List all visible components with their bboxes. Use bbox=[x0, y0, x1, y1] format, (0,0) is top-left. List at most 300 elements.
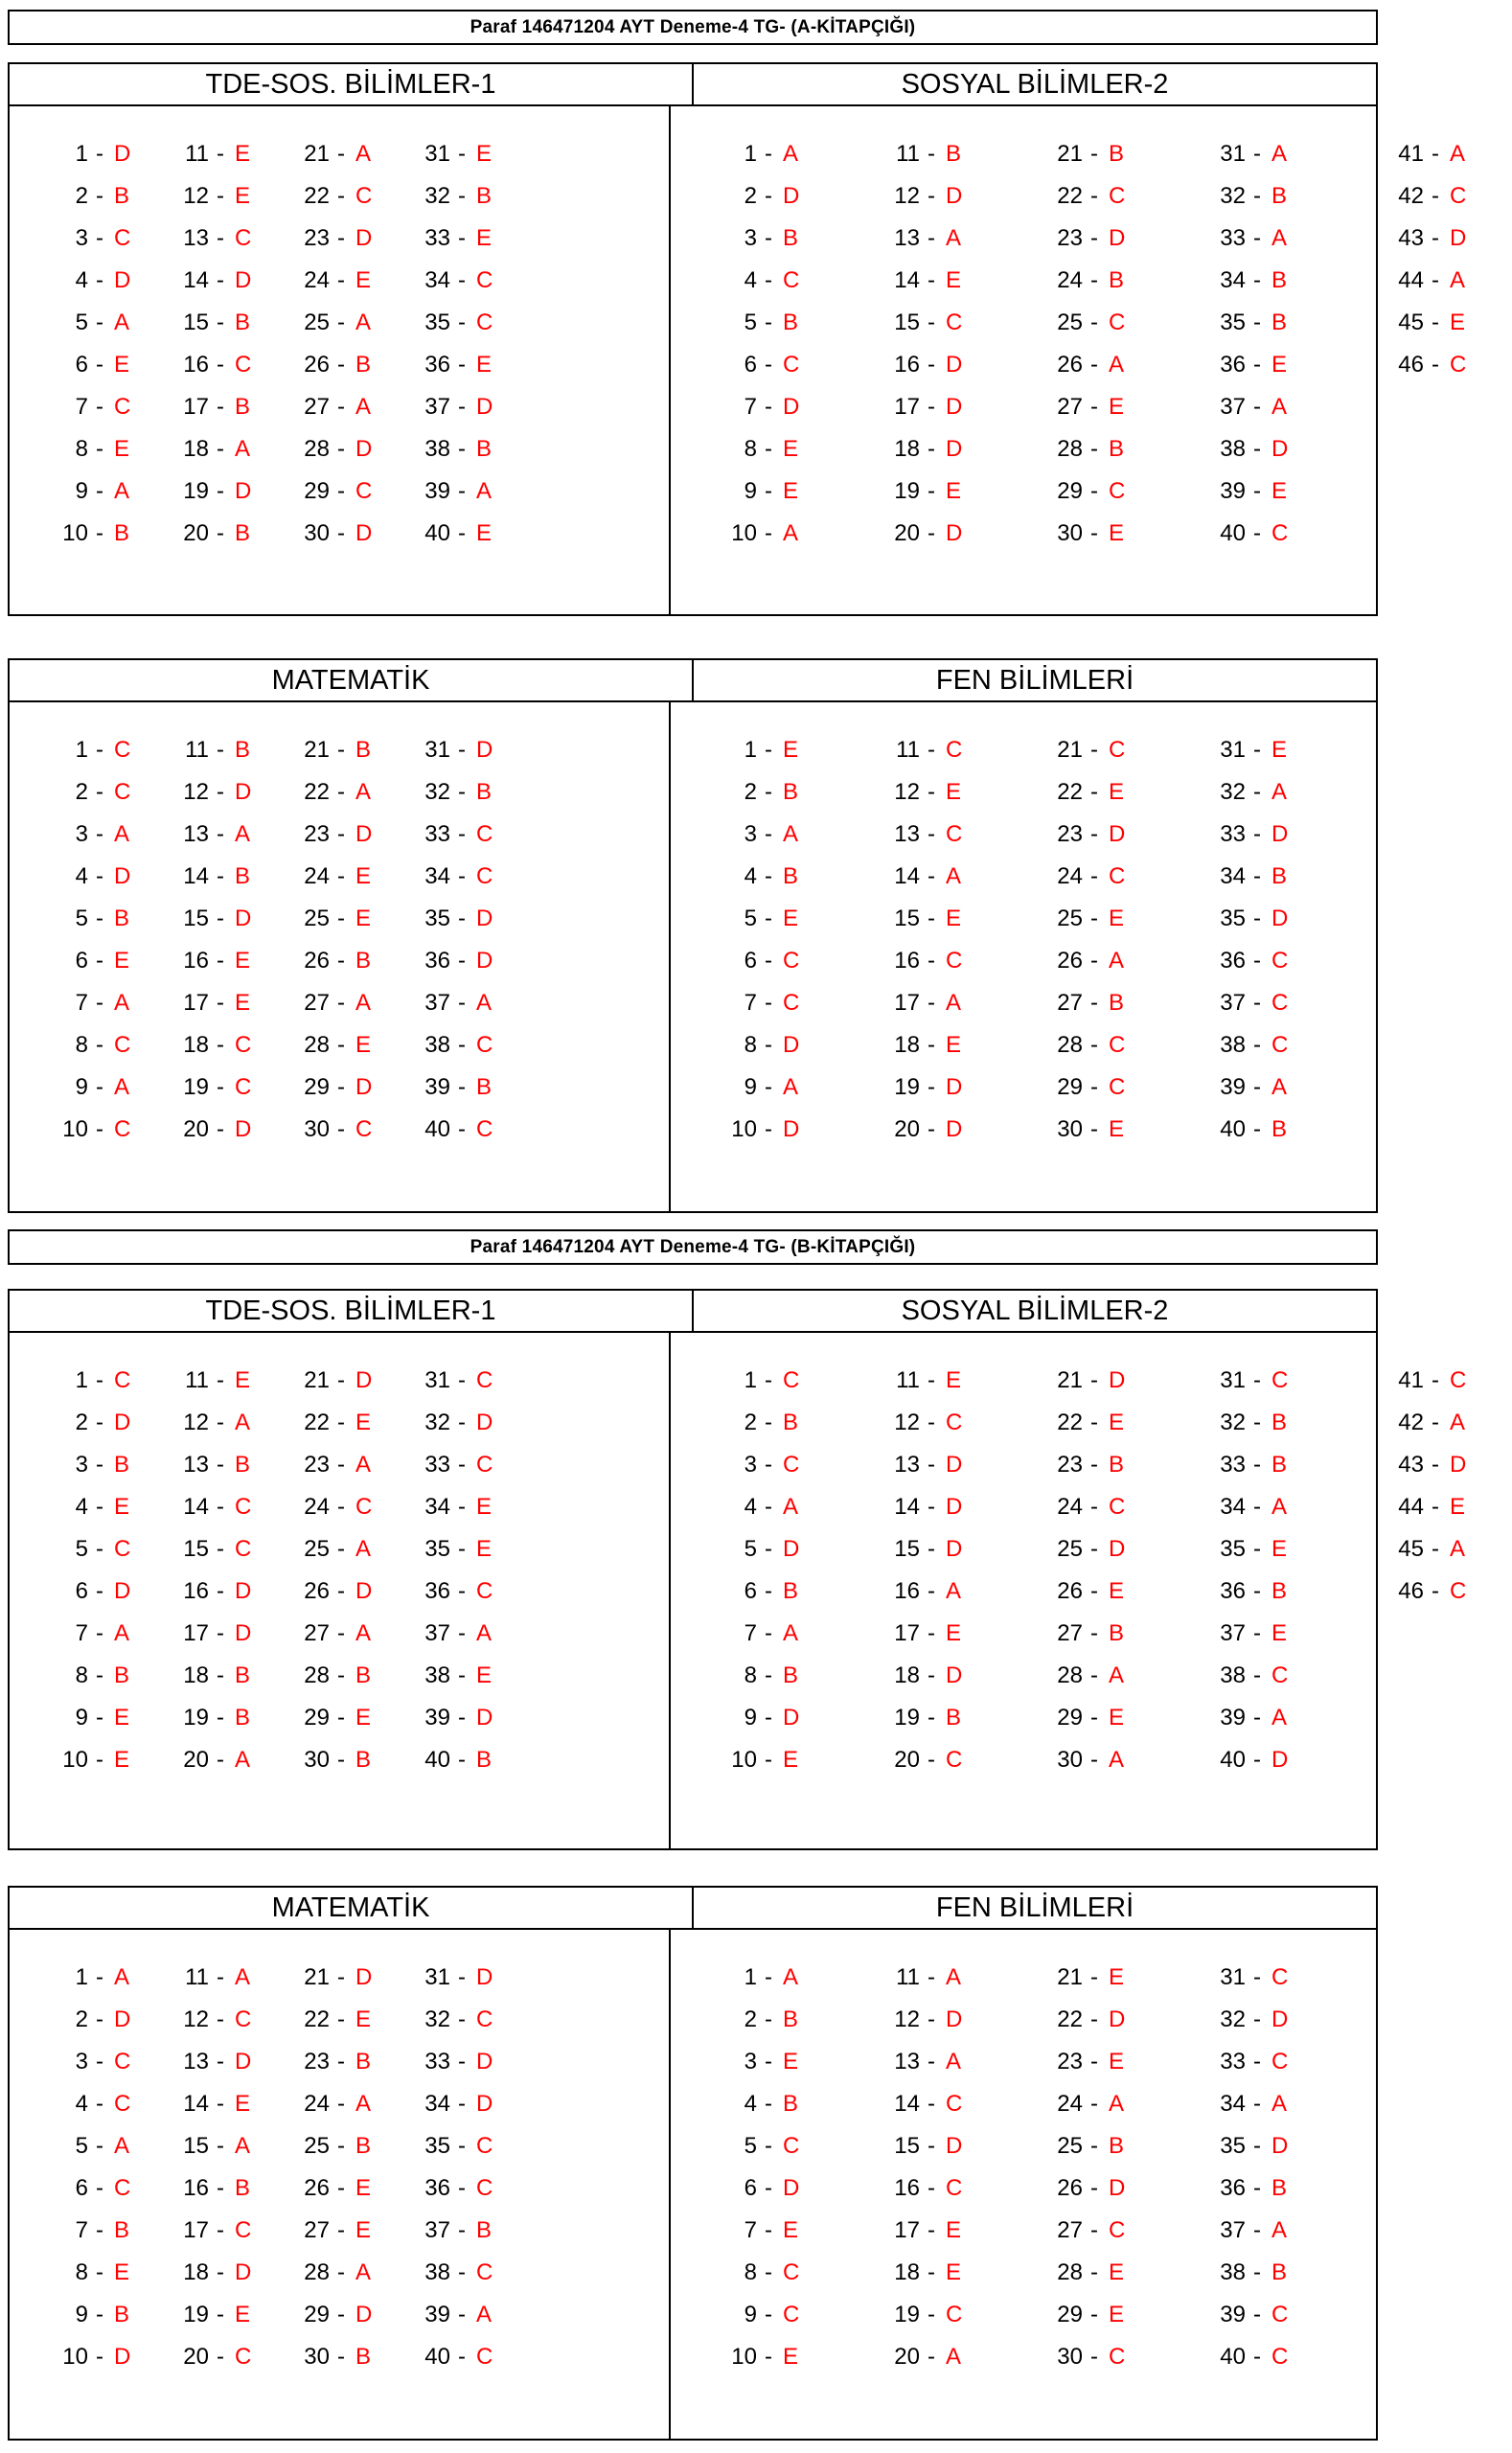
answer-letter: A bbox=[1271, 2217, 1288, 2243]
question-number: 23 bbox=[304, 225, 330, 251]
answer-letter: E bbox=[355, 1032, 372, 1058]
answer-item bbox=[56, 2252, 176, 2294]
answer-letter: D bbox=[946, 1116, 963, 1142]
separator-dash: - bbox=[337, 2259, 345, 2285]
answer-letter: D bbox=[355, 1964, 373, 1990]
separator-dash: - bbox=[1432, 1578, 1439, 1604]
separator-dash: - bbox=[928, 1116, 935, 1142]
separator-dash: - bbox=[1090, 1032, 1098, 1058]
separator-dash: - bbox=[337, 2006, 345, 2032]
answer-item bbox=[56, 1697, 176, 1739]
answer-grid-b-fen bbox=[671, 1930, 1376, 2439]
answer-letter: A bbox=[1271, 779, 1288, 805]
separator-dash: - bbox=[337, 863, 345, 889]
question-number: 16 bbox=[183, 948, 209, 974]
separator-dash: - bbox=[928, 436, 935, 462]
answer-letter: B bbox=[783, 1662, 799, 1688]
separator-dash: - bbox=[217, 2175, 224, 2201]
answer-item bbox=[418, 133, 538, 175]
answer-item bbox=[176, 898, 297, 940]
answer-item bbox=[418, 1109, 538, 1151]
answer-item bbox=[176, 133, 297, 175]
answer-letter: A bbox=[1271, 225, 1288, 251]
answer-letter: B bbox=[355, 1662, 372, 1688]
separator-dash: - bbox=[928, 1578, 935, 1604]
question-number: 2 bbox=[744, 779, 757, 805]
answer-item bbox=[297, 1613, 418, 1655]
answer-letter: B bbox=[1271, 863, 1288, 889]
question-number: 32 bbox=[424, 1410, 450, 1435]
answer-letter: C bbox=[114, 1367, 131, 1393]
separator-dash: - bbox=[765, 1074, 772, 1100]
answer-letter: B bbox=[476, 2217, 493, 2243]
separator-dash: - bbox=[928, 2259, 935, 2285]
answer-letter: C bbox=[1109, 2217, 1126, 2243]
separator-dash: - bbox=[458, 267, 466, 293]
answer-item bbox=[56, 2083, 176, 2125]
answer-letter: E bbox=[476, 1662, 493, 1688]
answer-item bbox=[176, 982, 297, 1024]
answer-item bbox=[56, 428, 176, 470]
answer-letter: A bbox=[114, 1620, 130, 1646]
answer-item bbox=[176, 2125, 297, 2167]
answer-item bbox=[297, 1528, 418, 1570]
answer-item bbox=[1050, 133, 1213, 175]
answer-item bbox=[724, 2083, 887, 2125]
question-number: 25 bbox=[1057, 906, 1083, 931]
answer-item bbox=[418, 1697, 538, 1739]
question-number: 22 bbox=[304, 779, 330, 805]
answer-item bbox=[1213, 2294, 1376, 2336]
question-number: 30 bbox=[1057, 1116, 1083, 1142]
answer-letter: E bbox=[783, 737, 799, 763]
separator-dash: - bbox=[1090, 1367, 1098, 1393]
answer-letter: E bbox=[783, 2217, 799, 2243]
answer-item bbox=[887, 982, 1050, 1024]
separator-dash: - bbox=[1090, 948, 1098, 974]
separator-dash: - bbox=[217, 183, 224, 209]
section-title-matematik: MATEMATİK bbox=[10, 1888, 694, 1928]
answer-letter: D bbox=[946, 352, 963, 378]
answer-item bbox=[724, 1957, 887, 1999]
separator-dash: - bbox=[458, 394, 466, 420]
separator-dash: - bbox=[1253, 141, 1261, 167]
answer-letter: B bbox=[1271, 2175, 1288, 2201]
question-number: 35 bbox=[424, 2133, 450, 2159]
answer-letter: C bbox=[1109, 1032, 1126, 1058]
answer-letter: E bbox=[355, 267, 372, 293]
separator-dash: - bbox=[337, 2175, 345, 2201]
answer-item bbox=[887, 260, 1050, 302]
answer-letter: D bbox=[1109, 2175, 1126, 2201]
answer-item bbox=[724, 982, 887, 1024]
separator-dash: - bbox=[1253, 1747, 1261, 1773]
question-number: 29 bbox=[304, 1074, 330, 1100]
question-number: 39 bbox=[1220, 2302, 1246, 2327]
answer-item bbox=[724, 1655, 887, 1697]
answer-letter: A bbox=[1271, 1494, 1288, 1520]
separator-dash: - bbox=[337, 1705, 345, 1731]
answer-item bbox=[1050, 2336, 1213, 2378]
separator-dash: - bbox=[337, 2302, 345, 2327]
answer-letter: E bbox=[783, 1747, 799, 1773]
question-number: 4 bbox=[744, 863, 757, 889]
section-title-fen: FEN BİLİMLERİ bbox=[935, 664, 1134, 696]
question-number: 24 bbox=[1057, 2091, 1083, 2117]
answer-item bbox=[1050, 2167, 1213, 2210]
question-number: 6 bbox=[75, 1578, 88, 1604]
separator-dash: - bbox=[96, 2344, 103, 2370]
answer-letter: B bbox=[355, 948, 372, 974]
separator-dash: - bbox=[217, 267, 224, 293]
answer-letter: C bbox=[1109, 309, 1126, 335]
answer-letter: A bbox=[946, 2344, 962, 2370]
answer-letter: B bbox=[114, 2217, 130, 2243]
answer-letter: B bbox=[114, 906, 130, 931]
question-number: 15 bbox=[183, 309, 209, 335]
question-number: 14 bbox=[894, 863, 920, 889]
answer-item bbox=[887, 2041, 1050, 2083]
answer-letter: E bbox=[783, 2049, 799, 2075]
question-number: 38 bbox=[424, 1662, 450, 1688]
separator-dash: - bbox=[458, 990, 466, 1016]
separator-dash: - bbox=[1090, 1662, 1098, 1688]
question-number: 19 bbox=[894, 1705, 920, 1731]
separator-dash: - bbox=[458, 906, 466, 931]
answer-item bbox=[1213, 1444, 1376, 1486]
question-number: 3 bbox=[744, 2049, 757, 2075]
answer-item bbox=[887, 729, 1050, 771]
answer-letter: B bbox=[1109, 1620, 1125, 1646]
question-number: 13 bbox=[183, 1452, 209, 1478]
answer-table-b-language-social bbox=[8, 1289, 1378, 1850]
question-number: 30 bbox=[304, 2344, 330, 2370]
answer-item bbox=[297, 344, 418, 386]
answer-item bbox=[56, 1613, 176, 1655]
answer-item bbox=[887, 428, 1050, 470]
answer-letter: B bbox=[1109, 1452, 1125, 1478]
booklet-a-header-text: Paraf 146471204 AYT Deneme-4 TG- (A-KİTAPÇIĞI) bbox=[470, 16, 916, 37]
separator-dash: - bbox=[928, 1747, 935, 1773]
answer-item bbox=[1213, 2125, 1376, 2167]
question-number: 18 bbox=[183, 2259, 209, 2285]
answer-letter: B bbox=[783, 863, 799, 889]
separator-dash: - bbox=[765, 1662, 772, 1688]
answer-item bbox=[297, 1066, 418, 1109]
separator-dash: - bbox=[928, 1964, 935, 1990]
separator-dash: - bbox=[96, 141, 103, 167]
separator-dash: - bbox=[1090, 779, 1098, 805]
separator-dash: - bbox=[96, 1032, 103, 1058]
answer-item bbox=[297, 856, 418, 898]
answer-item bbox=[56, 729, 176, 771]
question-number: 34 bbox=[424, 863, 450, 889]
answer-letter: B bbox=[114, 183, 130, 209]
answer-letter: D bbox=[946, 183, 963, 209]
separator-dash: - bbox=[765, 225, 772, 251]
answer-item bbox=[887, 771, 1050, 814]
answer-letter: C bbox=[114, 1032, 131, 1058]
answer-letter: E bbox=[783, 906, 799, 931]
answer-item bbox=[56, 856, 176, 898]
answer-item bbox=[297, 386, 418, 428]
question-number: 37 bbox=[424, 1620, 450, 1646]
question-number: 23 bbox=[1057, 1452, 1083, 1478]
question-number: 45 bbox=[1398, 1536, 1424, 1562]
separator-dash: - bbox=[458, 1964, 466, 1990]
question-number: 36 bbox=[1220, 2175, 1246, 2201]
answer-item bbox=[1213, 2167, 1376, 2210]
answer-item bbox=[297, 1024, 418, 1066]
question-number: 30 bbox=[304, 1747, 330, 1773]
separator-dash: - bbox=[1253, 2217, 1261, 2243]
separator-dash: - bbox=[1432, 225, 1439, 251]
question-number: 28 bbox=[1057, 2259, 1083, 2285]
answer-item bbox=[56, 513, 176, 555]
answer-letter: D bbox=[114, 1578, 131, 1604]
question-number: 6 bbox=[75, 2175, 88, 2201]
question-number: 4 bbox=[744, 1494, 757, 1520]
answer-letter: D bbox=[946, 2133, 963, 2159]
question-number: 7 bbox=[744, 990, 757, 1016]
answer-item bbox=[176, 344, 297, 386]
answer-column bbox=[1391, 133, 1512, 386]
question-number: 13 bbox=[183, 821, 209, 847]
answer-item bbox=[418, 1957, 538, 1999]
separator-dash: - bbox=[337, 1620, 345, 1646]
answer-item bbox=[418, 218, 538, 260]
question-number: 1 bbox=[744, 141, 757, 167]
question-number: 26 bbox=[1057, 1578, 1083, 1604]
answer-letter: E bbox=[476, 352, 493, 378]
question-number: 30 bbox=[1057, 1747, 1083, 1773]
question-number: 19 bbox=[894, 1074, 920, 1100]
answer-letter: D bbox=[783, 1032, 800, 1058]
question-number: 1 bbox=[744, 1367, 757, 1393]
answer-letter: D bbox=[1271, 436, 1289, 462]
answer-letter: C bbox=[114, 737, 131, 763]
answer-letter: E bbox=[114, 2259, 130, 2285]
separator-dash: - bbox=[458, 520, 466, 546]
answer-item bbox=[297, 260, 418, 302]
answer-letter: A bbox=[355, 309, 372, 335]
question-number: 21 bbox=[304, 141, 330, 167]
question-number: 38 bbox=[1220, 1662, 1246, 1688]
answer-item bbox=[724, 771, 887, 814]
answer-letter: B bbox=[114, 2302, 130, 2327]
question-number: 34 bbox=[424, 1494, 450, 1520]
answer-item bbox=[887, 302, 1050, 344]
answer-item bbox=[56, 386, 176, 428]
answer-item bbox=[724, 1444, 887, 1486]
separator-dash: - bbox=[765, 352, 772, 378]
answer-letter: C bbox=[1109, 183, 1126, 209]
answer-letter: B bbox=[476, 183, 493, 209]
question-number: 21 bbox=[1057, 141, 1083, 167]
separator-dash: - bbox=[96, 183, 103, 209]
separator-dash: - bbox=[217, 1964, 224, 1990]
answer-item bbox=[56, 2041, 176, 2083]
separator-dash: - bbox=[337, 990, 345, 1016]
separator-dash: - bbox=[765, 779, 772, 805]
separator-dash: - bbox=[337, 1662, 345, 1688]
answer-item bbox=[724, 218, 887, 260]
question-number: 32 bbox=[424, 2006, 450, 2032]
answer-letter: E bbox=[235, 141, 251, 167]
answer-letter: C bbox=[114, 779, 131, 805]
separator-dash: - bbox=[96, 267, 103, 293]
question-number: 14 bbox=[183, 267, 209, 293]
question-number: 24 bbox=[304, 267, 330, 293]
answer-letter: E bbox=[946, 267, 962, 293]
answer-item bbox=[1213, 2210, 1376, 2252]
section-title-tde-sos-1: TDE-SOS. BİLİMLER-1 bbox=[10, 1291, 694, 1331]
separator-dash: - bbox=[96, 2259, 103, 2285]
question-number: 35 bbox=[1220, 2133, 1246, 2159]
question-number: 14 bbox=[894, 2091, 920, 2117]
separator-dash: - bbox=[458, 2217, 466, 2243]
separator-dash: - bbox=[765, 737, 772, 763]
answer-item bbox=[297, 1999, 418, 2041]
answer-column bbox=[724, 1360, 887, 1781]
answer-item bbox=[887, 1486, 1050, 1528]
separator-dash: - bbox=[1253, 1536, 1261, 1562]
answer-item bbox=[724, 513, 887, 555]
answer-column bbox=[1213, 729, 1376, 1151]
separator-dash: - bbox=[928, 267, 935, 293]
answer-item bbox=[56, 2167, 176, 2210]
answer-letter: D bbox=[355, 821, 373, 847]
answer-table-a-language-social bbox=[8, 62, 1378, 616]
answer-letter: B bbox=[783, 1410, 799, 1435]
question-number: 36 bbox=[424, 2175, 450, 2201]
separator-dash: - bbox=[765, 990, 772, 1016]
answer-item bbox=[887, 513, 1050, 555]
question-number: 34 bbox=[424, 267, 450, 293]
answer-item bbox=[1213, 2336, 1376, 2378]
question-number: 9 bbox=[744, 2302, 757, 2327]
question-number: 5 bbox=[75, 1536, 88, 1562]
answer-letter: A bbox=[235, 1964, 251, 1990]
question-number: 43 bbox=[1398, 1452, 1424, 1478]
separator-dash: - bbox=[1090, 1494, 1098, 1520]
question-number: 31 bbox=[424, 1367, 450, 1393]
separator-dash: - bbox=[337, 478, 345, 504]
question-number: 22 bbox=[304, 2006, 330, 2032]
answer-item bbox=[56, 1957, 176, 1999]
answer-item bbox=[418, 898, 538, 940]
question-number: 5 bbox=[75, 309, 88, 335]
answer-letter: E bbox=[114, 948, 130, 974]
question-number: 1 bbox=[75, 141, 88, 167]
answer-letter: A bbox=[114, 309, 130, 335]
question-number: 32 bbox=[1220, 1410, 1246, 1435]
separator-dash: - bbox=[217, 394, 224, 420]
separator-dash: - bbox=[337, 1032, 345, 1058]
answer-letter: B bbox=[1271, 2259, 1288, 2285]
separator-dash: - bbox=[217, 1536, 224, 1562]
answer-item bbox=[887, 1570, 1050, 1613]
answer-item bbox=[56, 133, 176, 175]
answer-letter: D bbox=[783, 1536, 800, 1562]
answer-item bbox=[297, 1402, 418, 1444]
question-number: 9 bbox=[75, 2302, 88, 2327]
separator-dash: - bbox=[337, 2049, 345, 2075]
answer-item bbox=[1213, 1739, 1376, 1781]
answer-column bbox=[176, 133, 297, 555]
answer-item bbox=[1050, 1999, 1213, 2041]
separator-dash: - bbox=[217, 520, 224, 546]
answer-item bbox=[56, 2210, 176, 2252]
answer-letter: C bbox=[1109, 1494, 1126, 1520]
answer-item bbox=[1391, 1360, 1512, 1402]
answer-letter: C bbox=[946, 821, 963, 847]
answer-column bbox=[297, 1957, 418, 2378]
answer-item bbox=[1213, 1957, 1376, 1999]
answer-item bbox=[56, 1570, 176, 1613]
question-number: 14 bbox=[183, 863, 209, 889]
answer-column bbox=[418, 1957, 538, 2378]
answer-item bbox=[418, 940, 538, 982]
answer-item bbox=[887, 1360, 1050, 1402]
separator-dash: - bbox=[765, 141, 772, 167]
separator-dash: - bbox=[217, 863, 224, 889]
separator-dash: - bbox=[1253, 779, 1261, 805]
answer-letter: B bbox=[235, 1452, 251, 1478]
answer-letter: C bbox=[783, 2302, 800, 2327]
separator-dash: - bbox=[337, 2344, 345, 2370]
answer-item bbox=[724, 1999, 887, 2041]
question-number: 42 bbox=[1398, 1410, 1424, 1435]
question-number: 11 bbox=[896, 1367, 920, 1393]
answer-grid-a-fen bbox=[671, 702, 1376, 1211]
separator-dash: - bbox=[217, 1578, 224, 1604]
answer-letter: C bbox=[235, 2006, 252, 2032]
separator-dash: - bbox=[96, 1705, 103, 1731]
answer-letter: A bbox=[1109, 1747, 1125, 1773]
answer-letter: A bbox=[783, 520, 799, 546]
answer-letter: B bbox=[1271, 267, 1288, 293]
answer-letter: D bbox=[355, 436, 373, 462]
answer-item bbox=[887, 1999, 1050, 2041]
separator-dash: - bbox=[1253, 520, 1261, 546]
answer-letter: C bbox=[946, 309, 963, 335]
answer-letter: C bbox=[235, 1074, 252, 1100]
answer-item bbox=[1050, 2252, 1213, 2294]
question-number: 26 bbox=[304, 1578, 330, 1604]
answer-item bbox=[887, 1066, 1050, 1109]
question-number: 21 bbox=[1057, 737, 1083, 763]
question-number: 32 bbox=[1220, 183, 1246, 209]
answer-letter: C bbox=[946, 2302, 963, 2327]
answer-item bbox=[418, 1655, 538, 1697]
question-number: 38 bbox=[1220, 436, 1246, 462]
answer-letter: C bbox=[783, 352, 800, 378]
separator-dash: - bbox=[1253, 2133, 1261, 2159]
separator-dash: - bbox=[1432, 183, 1439, 209]
question-number: 27 bbox=[304, 394, 330, 420]
answer-letter: A bbox=[476, 478, 493, 504]
separator-dash: - bbox=[765, 948, 772, 974]
question-number: 15 bbox=[183, 1536, 209, 1562]
answer-column bbox=[887, 1360, 1050, 1781]
answer-letter: E bbox=[355, 2006, 372, 2032]
answer-item bbox=[1213, 1570, 1376, 1613]
answer-letter: B bbox=[235, 2175, 251, 2201]
answer-item bbox=[56, 1999, 176, 2041]
question-number: 39 bbox=[424, 1705, 450, 1731]
question-number: 2 bbox=[75, 183, 88, 209]
